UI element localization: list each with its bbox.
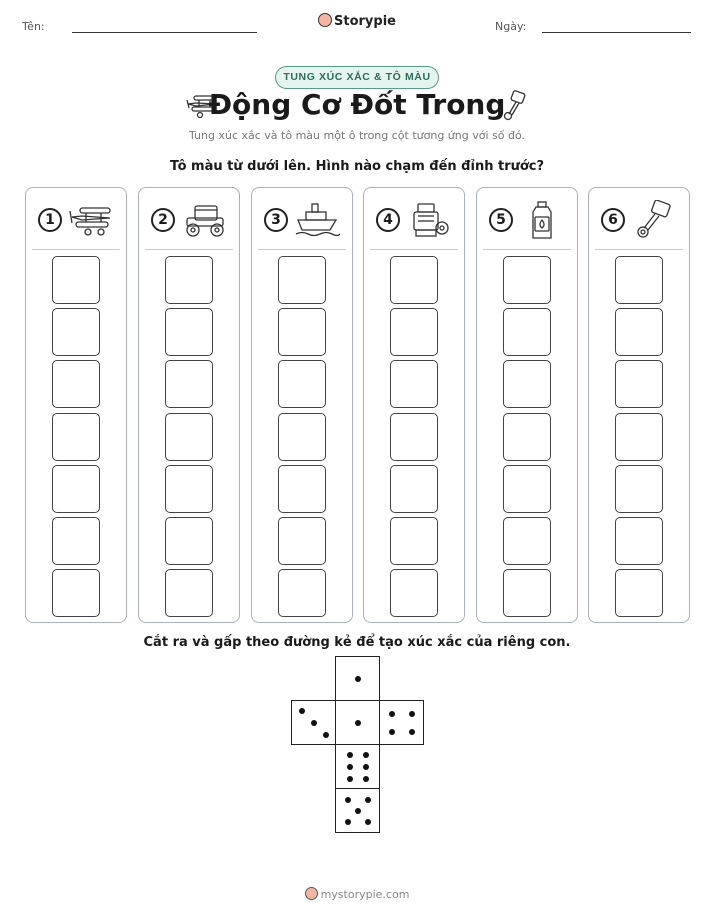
color-cell[interactable] bbox=[52, 517, 100, 565]
die-pip bbox=[347, 764, 353, 770]
piston-icon bbox=[631, 200, 677, 240]
color-cell[interactable] bbox=[503, 360, 551, 408]
color-cell[interactable] bbox=[615, 569, 663, 617]
color-cell[interactable] bbox=[52, 569, 100, 617]
column-divider bbox=[32, 249, 120, 250]
color-cell[interactable] bbox=[165, 256, 213, 304]
activity-pill: TUNG XÚC XẮC & TÔ MÀU bbox=[275, 66, 439, 89]
column-1 bbox=[25, 187, 127, 623]
brand-name: Storypie bbox=[334, 14, 396, 29]
color-cell[interactable] bbox=[52, 413, 100, 461]
color-cell[interactable] bbox=[52, 308, 100, 356]
die-pip bbox=[365, 819, 371, 825]
engine-icon bbox=[406, 200, 452, 240]
oil-bottle-icon bbox=[519, 200, 565, 240]
column-6 bbox=[588, 187, 690, 623]
die-pip bbox=[409, 729, 415, 735]
piston-title-icon bbox=[500, 90, 528, 122]
color-cell[interactable] bbox=[503, 517, 551, 565]
color-cell[interactable] bbox=[390, 517, 438, 565]
footer-url[interactable]: mystorypie.com bbox=[320, 888, 410, 901]
color-cell[interactable] bbox=[615, 360, 663, 408]
color-cell[interactable] bbox=[390, 413, 438, 461]
color-cell[interactable] bbox=[52, 360, 100, 408]
column-number: 3 bbox=[264, 208, 288, 232]
die-face-3 bbox=[291, 700, 336, 745]
color-cell[interactable] bbox=[390, 308, 438, 356]
color-cell[interactable] bbox=[615, 256, 663, 304]
color-cell[interactable] bbox=[615, 413, 663, 461]
color-cell[interactable] bbox=[278, 517, 326, 565]
die-face-4 bbox=[379, 700, 424, 745]
page-title: Động Cơ Đốt Trong bbox=[208, 88, 506, 121]
die-pip bbox=[389, 729, 395, 735]
date-label: Ngày: bbox=[495, 20, 527, 33]
color-cell[interactable] bbox=[165, 308, 213, 356]
color-cell[interactable] bbox=[390, 569, 438, 617]
color-cell[interactable] bbox=[503, 256, 551, 304]
column-2 bbox=[138, 187, 240, 623]
die-pip bbox=[355, 676, 361, 682]
date-line[interactable] bbox=[542, 32, 691, 33]
color-cell[interactable] bbox=[503, 569, 551, 617]
die-pip bbox=[365, 797, 371, 803]
color-cell[interactable] bbox=[615, 308, 663, 356]
color-cell[interactable] bbox=[52, 256, 100, 304]
column-divider bbox=[595, 249, 683, 250]
column-number: 2 bbox=[151, 208, 175, 232]
column-number: 4 bbox=[376, 208, 400, 232]
color-cell[interactable] bbox=[52, 465, 100, 513]
color-cell[interactable] bbox=[278, 360, 326, 408]
die-face-1 bbox=[335, 656, 380, 701]
color-cell[interactable] bbox=[165, 465, 213, 513]
storypie-logo-icon bbox=[305, 887, 318, 900]
color-cell[interactable] bbox=[278, 308, 326, 356]
die-pip bbox=[363, 764, 369, 770]
color-cell[interactable] bbox=[503, 413, 551, 461]
steamboat-icon bbox=[294, 200, 340, 240]
color-cell[interactable] bbox=[165, 360, 213, 408]
column-divider bbox=[483, 249, 571, 250]
color-cell[interactable] bbox=[278, 465, 326, 513]
color-cell[interactable] bbox=[390, 256, 438, 304]
die-pip bbox=[389, 711, 395, 717]
die-pip bbox=[363, 752, 369, 758]
die-pip bbox=[323, 732, 329, 738]
die-pip bbox=[409, 711, 415, 717]
color-cell[interactable] bbox=[390, 360, 438, 408]
cut-instruction: Cắt ra và gấp theo đường kẻ để tạo xúc xắc của riêng con. bbox=[143, 635, 571, 650]
column-5 bbox=[476, 187, 578, 623]
footer bbox=[0, 887, 714, 901]
color-cell[interactable] bbox=[503, 465, 551, 513]
die-pip bbox=[345, 819, 351, 825]
column-4 bbox=[363, 187, 465, 623]
die-face-6 bbox=[335, 744, 380, 789]
column-3 bbox=[251, 187, 353, 623]
biplane-icon bbox=[68, 200, 114, 240]
die-pip bbox=[311, 720, 317, 726]
instruction: Tô màu từ dưới lên. Hình nào chạm đến đỉnh trước? bbox=[169, 159, 545, 174]
color-cell[interactable] bbox=[165, 569, 213, 617]
column-divider bbox=[258, 249, 346, 250]
column-number: 1 bbox=[38, 208, 62, 232]
die-pip bbox=[299, 708, 305, 714]
name-line[interactable] bbox=[72, 32, 257, 33]
column-number: 5 bbox=[489, 208, 513, 232]
die-pip bbox=[347, 752, 353, 758]
color-cell[interactable] bbox=[390, 465, 438, 513]
color-cell[interactable] bbox=[278, 413, 326, 461]
color-cell[interactable] bbox=[165, 413, 213, 461]
name-label: Tên: bbox=[22, 20, 45, 33]
color-cell[interactable] bbox=[615, 517, 663, 565]
column-number: 6 bbox=[601, 208, 625, 232]
die-pip bbox=[345, 797, 351, 803]
subtitle: Tung xúc xắc và tô màu một ô trong cột tương ứng với số đó. bbox=[189, 129, 525, 142]
die-face-1 bbox=[335, 700, 380, 745]
color-cell[interactable] bbox=[503, 308, 551, 356]
die-pip bbox=[355, 720, 361, 726]
column-divider bbox=[145, 249, 233, 250]
column-divider bbox=[370, 249, 458, 250]
color-cell[interactable] bbox=[165, 517, 213, 565]
die-face-5 bbox=[335, 788, 380, 833]
die-pip bbox=[355, 808, 361, 814]
brand-logo bbox=[0, 13, 714, 29]
die-pip bbox=[347, 776, 353, 782]
vintage-car-icon bbox=[181, 200, 227, 240]
color-cell[interactable] bbox=[278, 569, 326, 617]
color-cell[interactable] bbox=[615, 465, 663, 513]
storypie-logo-icon bbox=[318, 13, 332, 27]
die-pip bbox=[363, 776, 369, 782]
color-cell[interactable] bbox=[278, 256, 326, 304]
